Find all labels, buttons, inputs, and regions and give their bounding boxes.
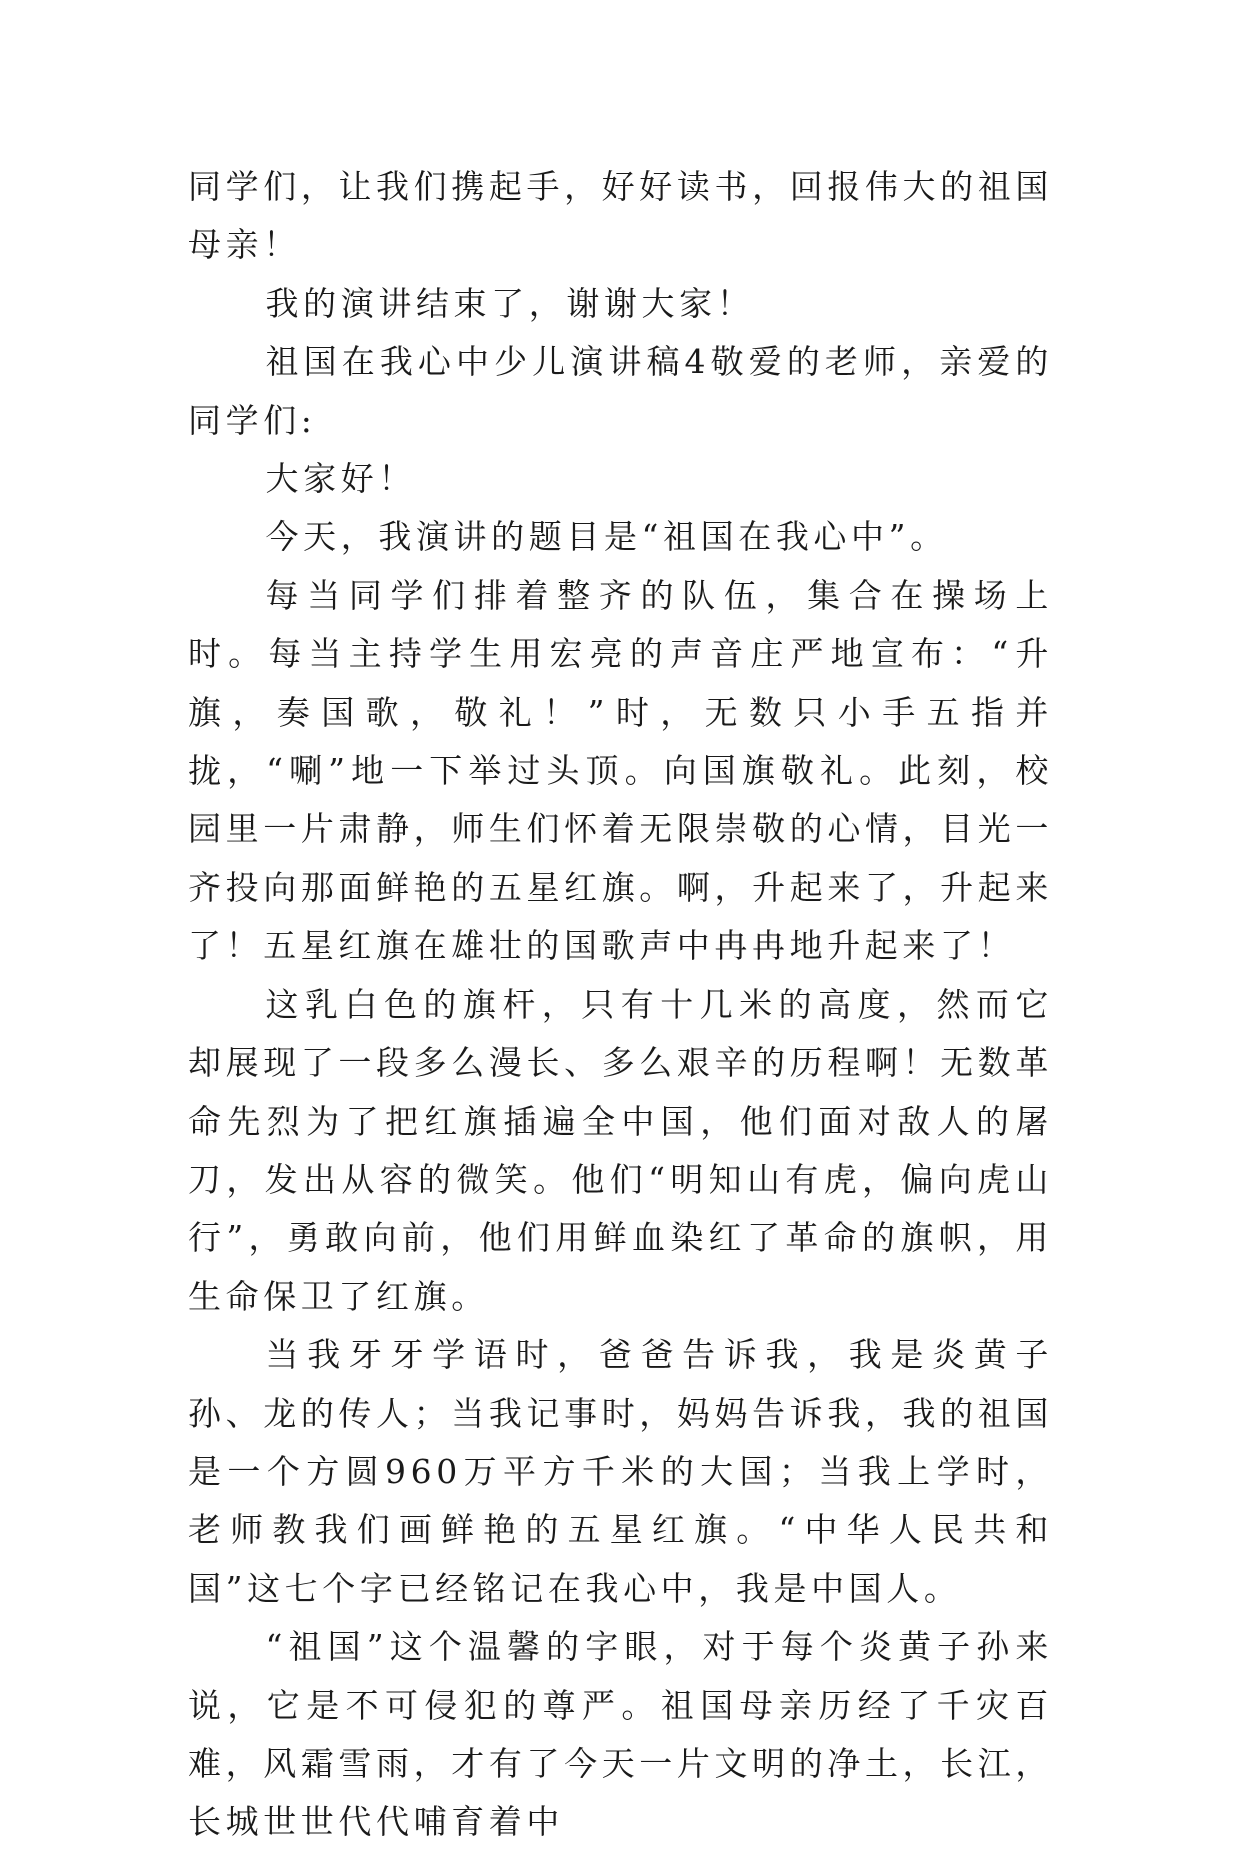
paragraph-continuation: 同学们，让我们携起手，好好读书，回报伟大的祖国母亲！ (188, 167, 1053, 265)
paragraph-speech-heading: 祖国在我心中少儿演讲稿4敬爱的老师，亲爱的同学们: (188, 342, 1053, 440)
paragraph-flag-raising: 每当同学们排着整齐的队伍，集合在操场上时。每当主持学生用宏亮的声音庄严地宣布：“升旗，奏国歌，敬礼！”时，无数只小手五指并拢，“唰”地一下举过头顶。向国旗敬礼。此刻，校园里一片肃静，师生们怀着无限崇敬的心情，目光一齐投向那面鲜艳的五星红旗。啊，升起来了，升起来了！五星红旗在雄壮的国歌声中冉冉地升起来了！ (188, 575, 1053, 966)
paragraph-childhood: 当我牙牙学语时，爸爸告诉我，我是炎黄子孙、龙的传人；当我记事时，妈妈告诉我，我的祖国是一个方圆960万平方千米的大国；当我上学时，老师教我们画鲜艳的五星红旗。“中华人民共和国”这七个字已经铭记在我心中，我是中国人。 (188, 1335, 1053, 1608)
paragraph-topic: 今天，我演讲的题目是“祖国在我心中”。 (265, 517, 948, 557)
paragraph-greeting: 大家好！ (265, 459, 416, 499)
paragraph-closing: 我的演讲结束了，谢谢大家！ (265, 283, 755, 323)
document-body (188, 158, 1053, 1852)
paragraph-flagpole: 这乳白色的旗杆，只有十几米的高度，然而它却展现了一段多么漫长、多么艰辛的历程啊！无数革命先烈为了把红旗插遍全中国，他们面对敌人的屠刀，发出从容的微笑。他们“明知山有虎，偏向虎山行”，勇敢向前，他们用鲜血染红了革命的旗帜，用生命保卫了红旗。 (188, 984, 1053, 1316)
paragraph-motherland: “祖国”这个温馨的字眼，对于每个炎黄子孙来说，它是不可侵犯的尊严。祖国母亲历经了千灾百难，风霜雪雨，才有了今天一片文明的净土，长江，长城世世代代哺育着中 (188, 1627, 1053, 1842)
